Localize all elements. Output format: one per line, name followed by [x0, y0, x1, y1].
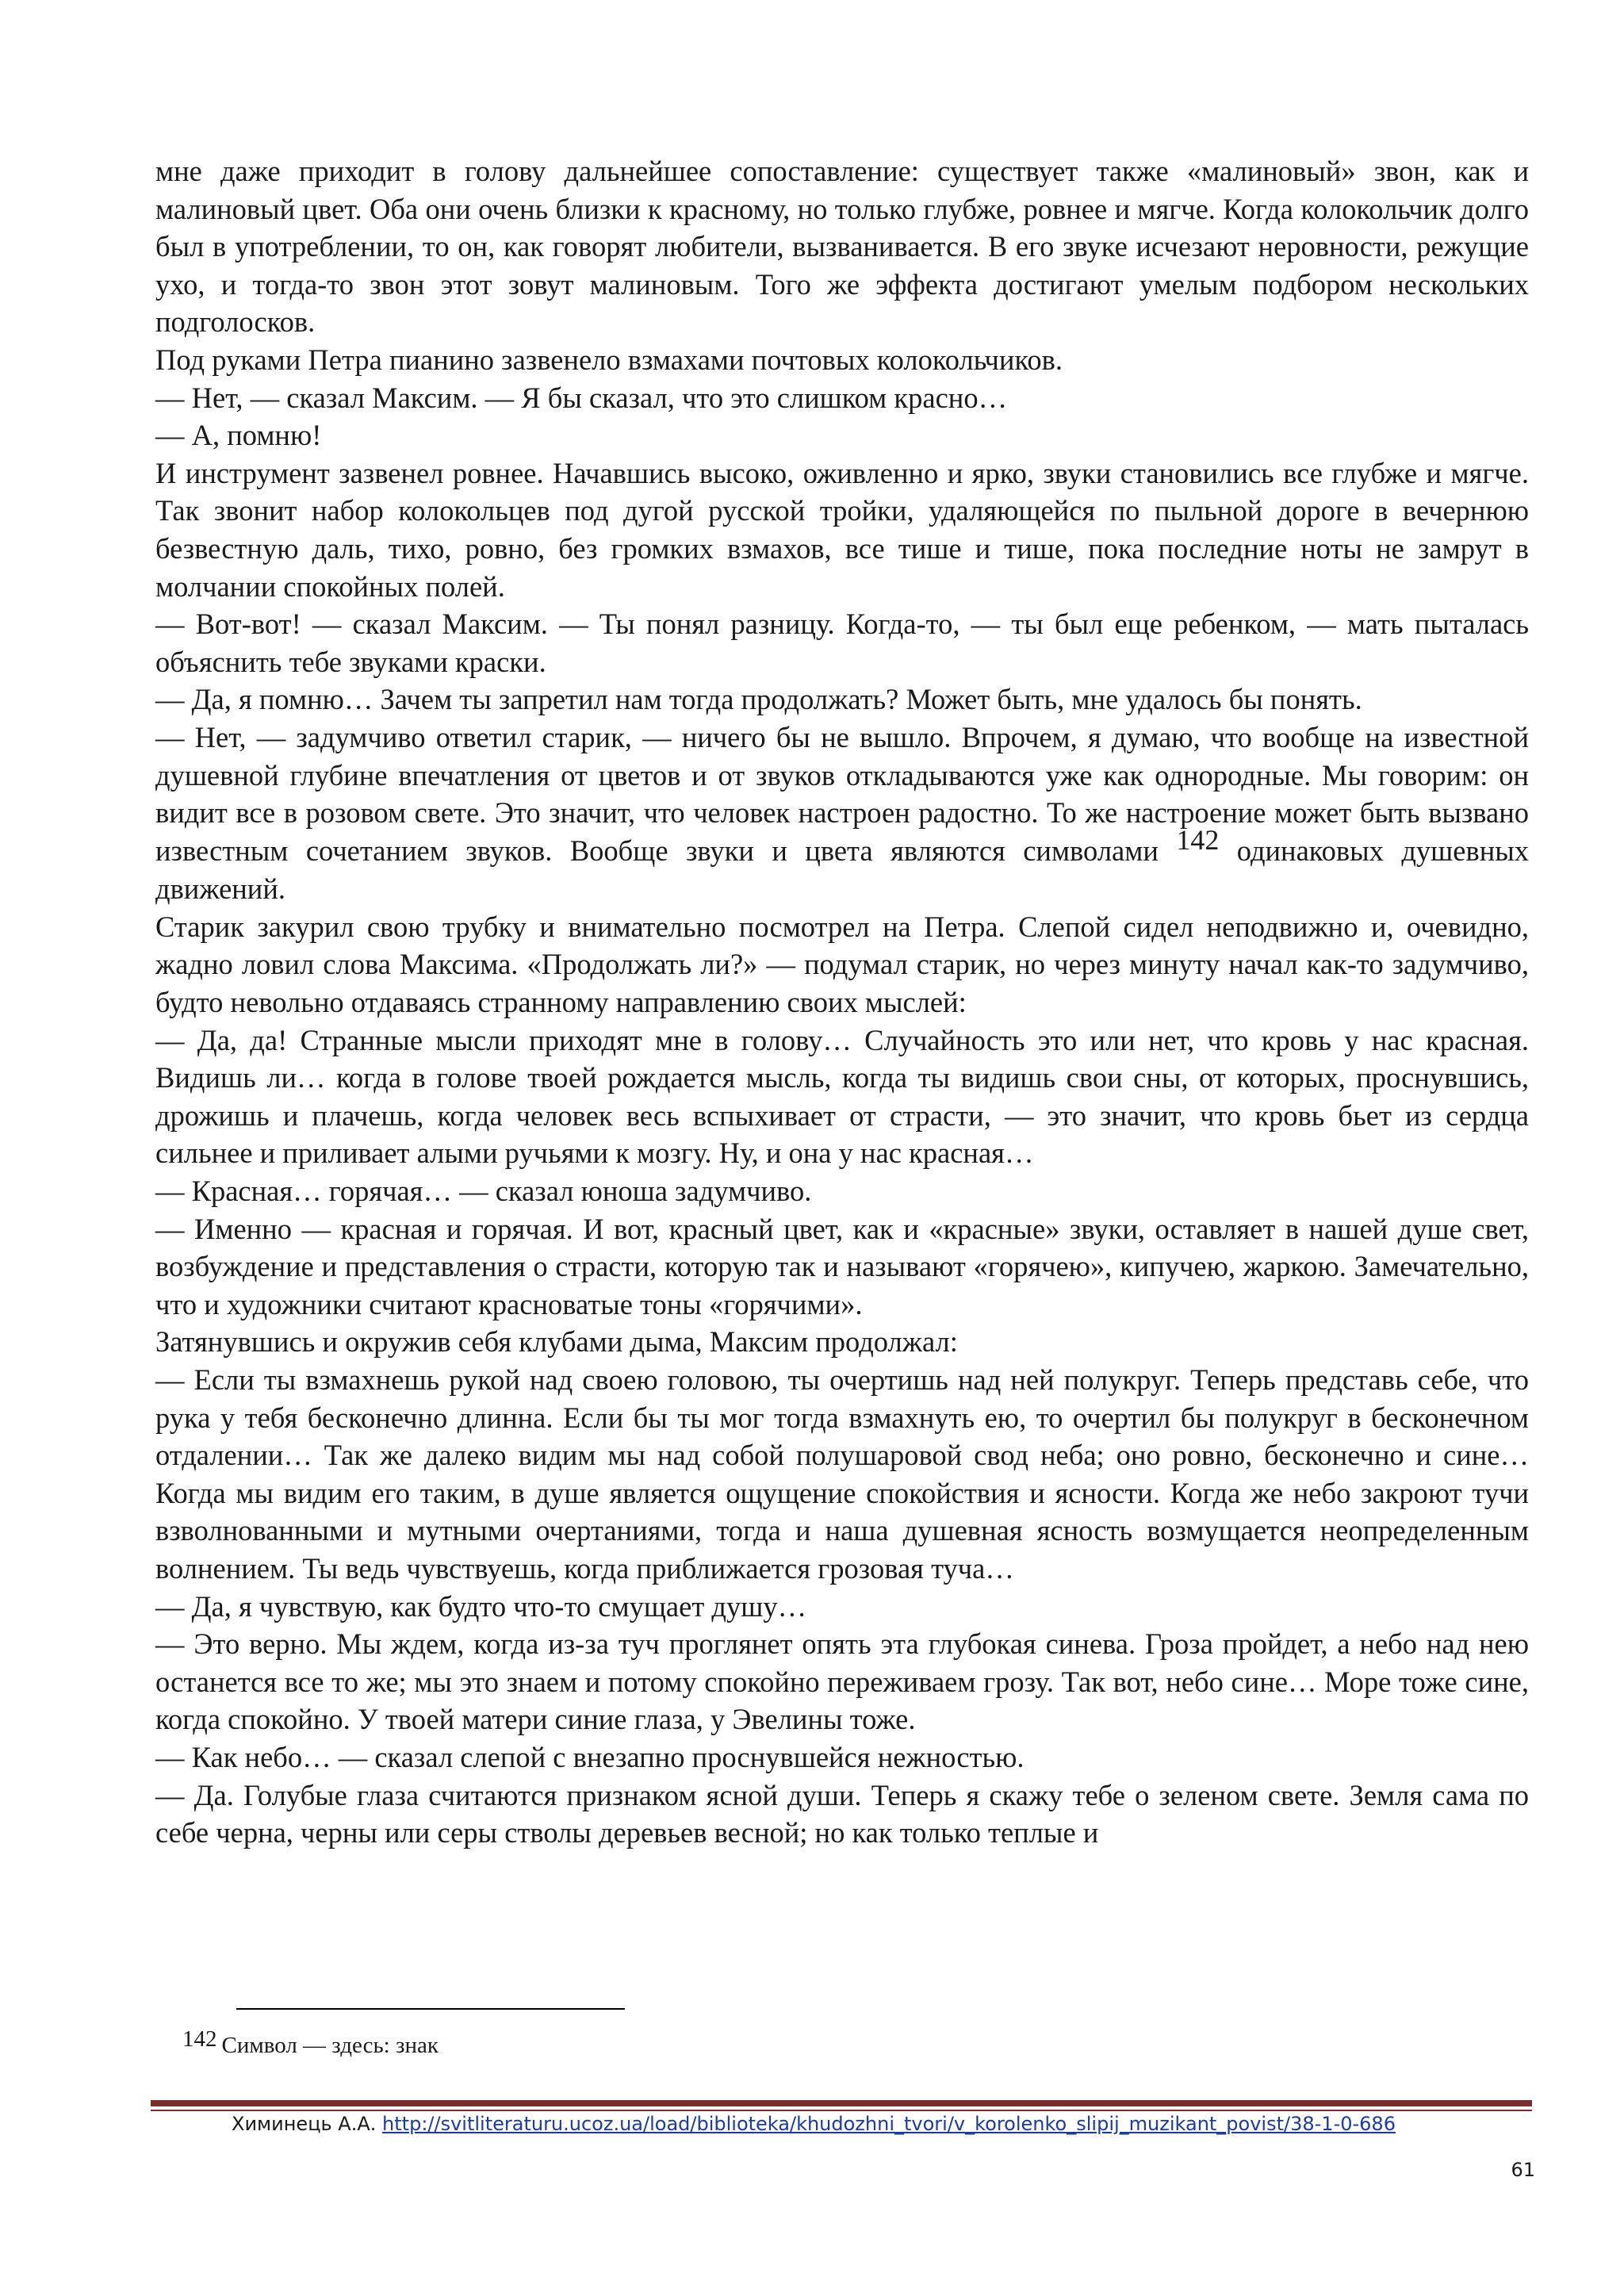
paragraph-text: — Нет, — задумчиво ответил старик, — ничего бы не вышло. Впрочем, я думаю, что вообще на известной душевной глубине впечатления от цветов и от звуков откладываются уже как однородные. Мы говорим: он видит все в розовом свете. Это значит, что человек настроен радостно. То же настроение может быть вызвано известным сочетанием звуков. Вообще звуки и цвета являются символами [155, 720, 1529, 867]
paragraph: — Да, я помню… Зачем ты запретил нам тогда продолжать? Может быть, мне удалось бы понять. [155, 683, 1362, 716]
paragraph: — Как небо… — сказал слепой с внезапно проснувшейся нежностью. [155, 1740, 1025, 1773]
paragraph: мне даже приходит в голову дальнейшее сопоставление: существует также «малиновый» звон, как и малиновый цвет. Оба они очень близки к красному, но только глубже, ровнее и мягче. Когда колокольчик долго был в употреблении, то он, как говорят любители, вызванивается. В его звуке исчезают неровности, режущие ухо, и тогда-то звон этот зовут малиновым. Того же эффекта достигают умелым подбором нескольких подголосков. [155, 155, 1529, 339]
paragraph: Старик закурил свою трубку и внимательно посмотрел на Петра. Слепой сидел неподвижно и, очевидно, жадно ловил слова Максима. «Продолжать ли?» — подумал старик, но через минуту начал как-то задумчиво, будто невольно отдаваясь странному направлению своих мыслей: [155, 910, 1529, 1019]
paragraph: — Именно — красная и горячая. И вот, красный цвет, как и «красные» звуки, оставляет в нашей душе свет, возбуждение и представления о страсти, которую так и называют «горячею», кипучею, жаркою. Замечательно, что и художники считают красноватые тоны «горячими». [155, 1212, 1529, 1320]
paragraph: — Красная… горячая… — сказал юноша задумчиво. [155, 1175, 812, 1208]
paragraph: Под руками Петра пианино зазвенело взмахами почтовых колокольчиков. [155, 343, 1063, 376]
paragraph-with-footnote [155, 719, 1529, 908]
footnote-number: 142 [182, 2026, 217, 2052]
body-text [155, 152, 1529, 1852]
footnote-divider [236, 2008, 625, 2010]
page-number: 61 [1511, 2159, 1535, 2181]
footer-divider-thick [151, 2100, 1532, 2106]
source-link[interactable]: http://svitliteraturu.ucoz.ua/load/biblioteka/khudozhni_tvori/v_korolenko_slipij_muzikant_povist/38-1-0-686 [382, 2113, 1396, 2135]
footer-divider-thin [151, 2110, 1532, 2111]
footnote-text: Символ — здесь: знак [221, 2033, 439, 2058]
paragraph: Затянувшись и окружив себя клубами дыма, Максим продолжал: [155, 1325, 958, 1359]
paragraph: — Если ты взмахнешь рукой над своею головою, ты очертишь над ней полукруг. Теперь представь себе, что рука у тебя бесконечно длинна. Если бы ты мог тогда взмахнуть ею, то очертил бы полукруг в бесконечном отдалении… Так же далеко видим мы над собой полушаровой свод неба; оно ровно, бесконечно и сине… Когда мы видим его таким, в душе является ощущение спокойствия и ясности. Когда же небо закроют тучи взволнованными и мутными очертаниями, тогда и наша душевная ясность возмущается неопределенным волнением. Ты ведь чувствуешь, когда приближается грозовая туча… [155, 1363, 1529, 1585]
footer [232, 2113, 1396, 2135]
paragraph: — А, помню! [155, 419, 322, 452]
paragraph: — Нет, — сказал Максим. — Я бы сказал, что это слишком красно… [155, 381, 1008, 414]
paragraph: — Да, да! Странные мысли приходят мне в голову… Случайность это или нет, что кровь у нас красная. Видишь ли… когда в голове твоей рождается мысль, когда ты видишь свои сны, от которых, проснувшись, дрожишь и плачешь, когда человек весь вспыхивает от страсти, — это значит, что кровь бьет из сердца сильнее и приливает алыми ручьями к мозгу. Ну, и она у нас красная… [155, 1023, 1529, 1170]
footnote-reference[interactable]: 142 [1176, 823, 1220, 856]
paragraph: — Да. Голубые глаза считаются признаком ясной души. Теперь я скажу тебе о зеленом свете. Земля сама по себе черна, черны или серы стволы деревьев весной; но как только теплые и [155, 1778, 1529, 1849]
paragraph: — Вот-вот! — сказал Максим. — Ты понял разницу. Когда-то, — ты был еще ребенком, — мать пыталась объяснить тебе звуками краски. [155, 608, 1529, 678]
paragraph: — Это верно. Мы ждем, когда из-за туч проглянет опять эта глубокая синева. Гроза пройдет, а небо над нею останется все то же; мы это знаем и потому спокойно переживаем грозу. Так вот, небо сине… Море тоже сине, когда спокойно. У твоей матери синие глаза, у Эвелины тоже. [155, 1627, 1529, 1736]
footnote [182, 2026, 439, 2059]
paragraph: И инструмент зазвенел ровнее. Начавшись высоко, оживленно и ярко, звуки становились все глубже и мягче. Так звонит набор колокольцев под дугой русской тройки, удаляющейся по пыльной дороге в вечернюю безвестную даль, тихо, ровно, без громких взмахов, все тише и тише, пока последние ноты не замрут в молчании спокойных полей. [155, 456, 1529, 603]
footer-author: Химинець А.А. [232, 2113, 377, 2135]
paragraph-tail: одинаковых душевных движений. [155, 834, 1530, 906]
paragraph: — Да, я чувствую, как будто что-то смущает душу… [155, 1589, 807, 1623]
